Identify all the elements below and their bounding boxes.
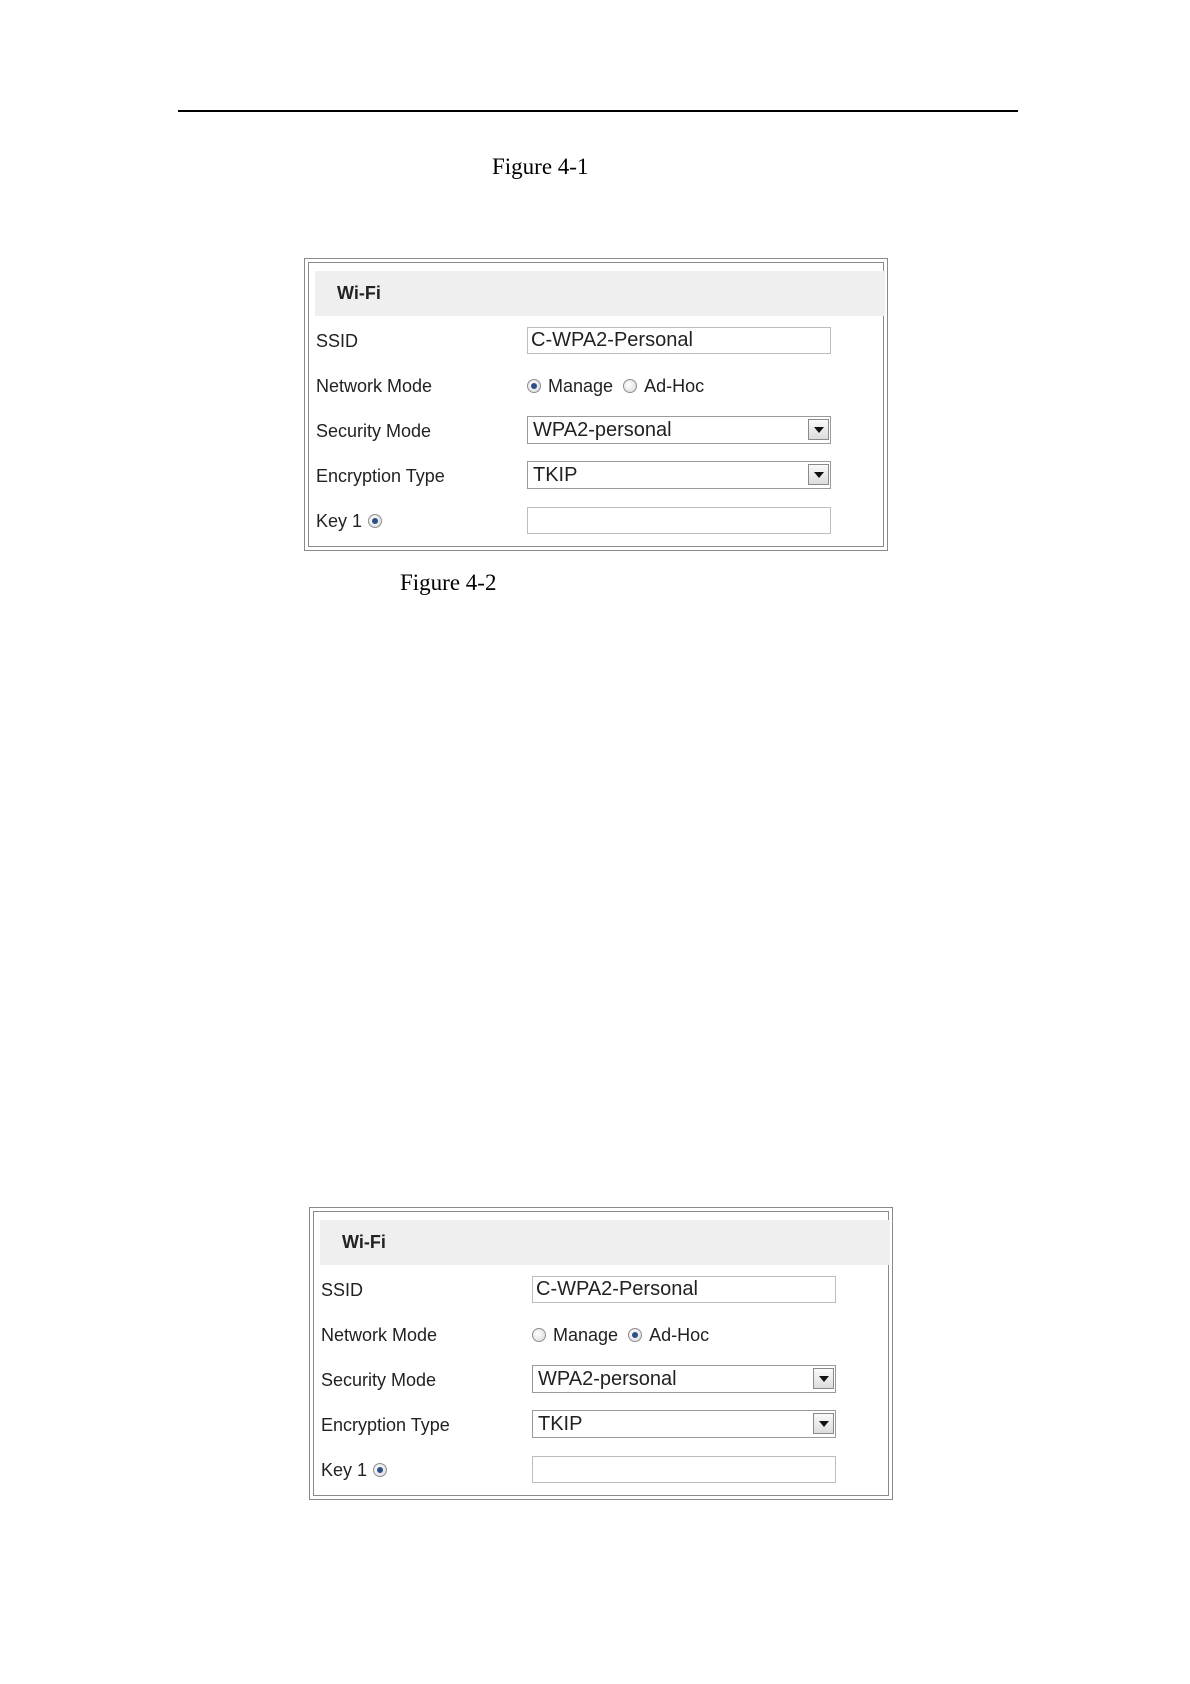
figure-caption-4-2: Figure 4-2: [400, 570, 497, 595]
key-1-input[interactable]: [532, 1456, 836, 1483]
manage-radio-label: Manage: [548, 376, 614, 396]
adhoc-radio-label: Ad-Hoc: [644, 376, 705, 396]
key-1-input[interactable]: [527, 507, 831, 534]
manage-radio-label: Manage: [553, 1325, 619, 1345]
security-mode-select[interactable]: [532, 1365, 836, 1393]
panel-title: Wi-Fi: [342, 1232, 386, 1252]
adhoc-radio-label: Ad-Hoc: [649, 1325, 710, 1345]
encryption-type-value: TKIP: [538, 1413, 583, 1435]
security-mode-value: WPA2-personal: [538, 1368, 677, 1390]
network-mode-label: Network Mode: [316, 376, 433, 396]
key-1-label: [321, 1459, 387, 1481]
encryption-type-select[interactable]: [532, 1410, 836, 1438]
key-1-text: Key 1: [316, 511, 363, 531]
dropdown-arrow-icon[interactable]: [813, 1413, 834, 1434]
ssid-label: SSID: [321, 1280, 364, 1300]
key-1-text: Key 1: [321, 1460, 368, 1480]
key-1-label: [316, 510, 382, 532]
ssid-input[interactable]: C-WPA2-Personal: [527, 327, 831, 354]
ssid-label: SSID: [316, 331, 359, 351]
key-1-radio[interactable]: [373, 1463, 387, 1477]
network-mode-group: [532, 1324, 709, 1346]
wifi-settings-panel: [309, 1207, 893, 1500]
security-mode-label: Security Mode: [316, 421, 432, 441]
security-mode-value: WPA2-personal: [533, 419, 672, 441]
panel-title: Wi-Fi: [337, 283, 381, 303]
dropdown-arrow-icon[interactable]: [813, 1368, 834, 1389]
security-mode-label: Security Mode: [321, 1370, 437, 1390]
panel-header: [315, 271, 885, 316]
network-mode-group: [527, 375, 704, 397]
panel-header: [320, 1220, 890, 1265]
encryption-type-select[interactable]: [527, 461, 831, 489]
network-mode-label: Network Mode: [321, 1325, 438, 1345]
encryption-type-label: Encryption Type: [316, 466, 445, 486]
header-rule: [178, 110, 1018, 112]
security-mode-select[interactable]: [527, 416, 831, 444]
figure-caption-4-1: Figure 4-1: [492, 154, 589, 179]
ssid-input[interactable]: C-WPA2-Personal: [532, 1276, 836, 1303]
dropdown-arrow-icon[interactable]: [808, 419, 829, 440]
wifi-settings-panel: [304, 258, 888, 551]
manage-radio[interactable]: [532, 1328, 546, 1342]
encryption-type-value: TKIP: [533, 464, 578, 486]
adhoc-radio[interactable]: [623, 379, 637, 393]
encryption-type-label: Encryption Type: [321, 1415, 450, 1435]
adhoc-radio[interactable]: [628, 1328, 642, 1342]
key-1-radio[interactable]: [368, 514, 382, 528]
manage-radio[interactable]: [527, 379, 541, 393]
dropdown-arrow-icon[interactable]: [808, 464, 829, 485]
